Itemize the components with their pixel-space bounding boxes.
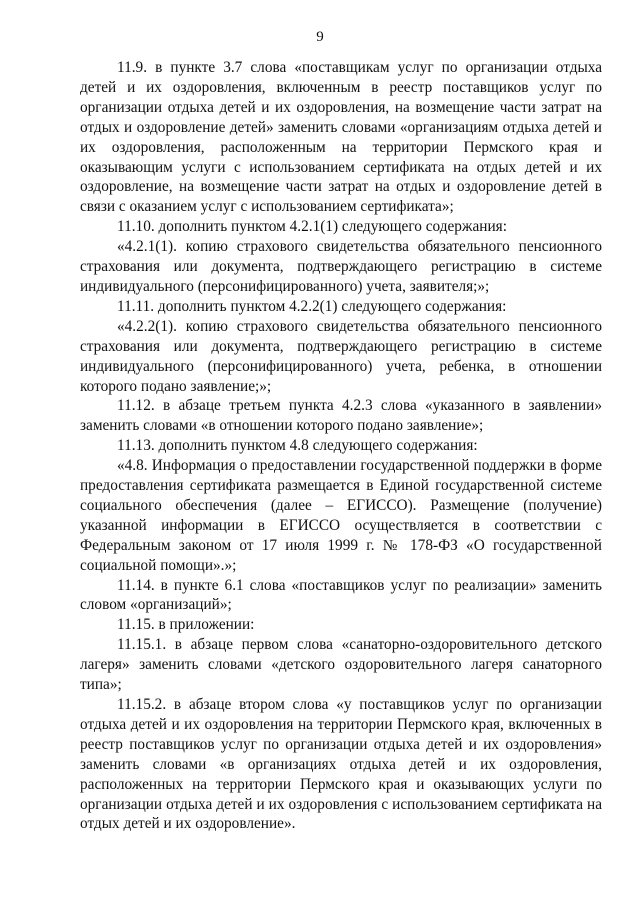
paragraph-11-11: 11.11. дополнить пунктом 4.2.2(1) следующего содержания:: [117, 297, 507, 315]
paragraph-11-10: 11.10. дополнить пунктом 4.2.1(1) следующего содержания:: [117, 218, 507, 236]
paragraph-11-12: 11.12. в абзаце третьем пункта 4.2.3 слова «указанного в заявлении» заменить словами «в отношении которого подано заявление»;: [80, 397, 602, 435]
paragraph-11-15-2: 11.15.2. в абзаце втором слова «у поставщиков услуг по организации отдыха детей и их оздоровления на территории Пермского края, включенных в реестр поставщиков услуг по организации отдыха детей и их оздоровления» заменить словами «в организациях отдыха детей и их оздоровления, расположенных на территории Пермского края и оказывающих услуги по организации отдыха детей и их оздоровления с использованием сертификата на отдых детей и их оздоровление».: [80, 696, 602, 833]
paragraph-11-15-1: 11.15.1. в абзаце первом слова «санаторно-оздоровительного детского лагеря» заменить словами «детского оздоровительного лагеря санаторного типа»;: [80, 636, 602, 694]
paragraph-11-13: 11.13. дополнить пунктом 4.8 следующего содержания:: [117, 437, 478, 455]
paragraph-4-2-1-1: «4.2.1(1). копию страхового свидетельства обязательного пенсионного страхования или документа, подтверждающего регистрацию в системе индивидуального (персонифицированного) учета, заявителя;»;: [80, 238, 602, 295]
paragraph-4-8: «4.8. Информация о предоставлении государственной поддержки в форме предоставления сертификата размещается в Единой государственной системе социального обеспечения (далее – ЕГИССО). Размещение (получение) указанной информации в ЕГИССО осуществляется в соответствии с Федеральным законом от 17 июля 1999 г. № 178-ФЗ «О государственной социальной помощи».»;: [80, 457, 602, 574]
paragraph-11-9: 11.9. в пункте 3.7 слова «поставщикам услуг по организации отдыха детей и их оздоровления, включенным в реестр поставщиков услуг по организации отдыха детей и их оздоровления, на возмещение части затрат на отдых и оздоровление детей» заменить словами «организациям отдыха детей и их оздоровления, расположенным на территории Пермского края и оказывающим услуги с использованием сертификата на отдых детей и их оздоровление, на возмещение части затрат на отдых и оздоровление детей в связи с оказанием услуг с использованием сертификата»;: [80, 59, 602, 216]
paragraph-11-14: 11.14. в пункте 6.1 слова «поставщиков услуг по реализации» заменить словом «организаций»;: [80, 576, 602, 614]
paragraph-4-2-2-1: «4.2.2(1). копию страхового свидетельства обязательного пенсионного страхования или документа, подтверждающего регистрацию в системе индивидуального (персонифицированного) учета, ребенка, в отношении которого подано заявление;»;: [80, 317, 602, 395]
paragraph-11-15: 11.15. в приложении:: [117, 616, 255, 634]
page-number: 9: [316, 29, 324, 45]
